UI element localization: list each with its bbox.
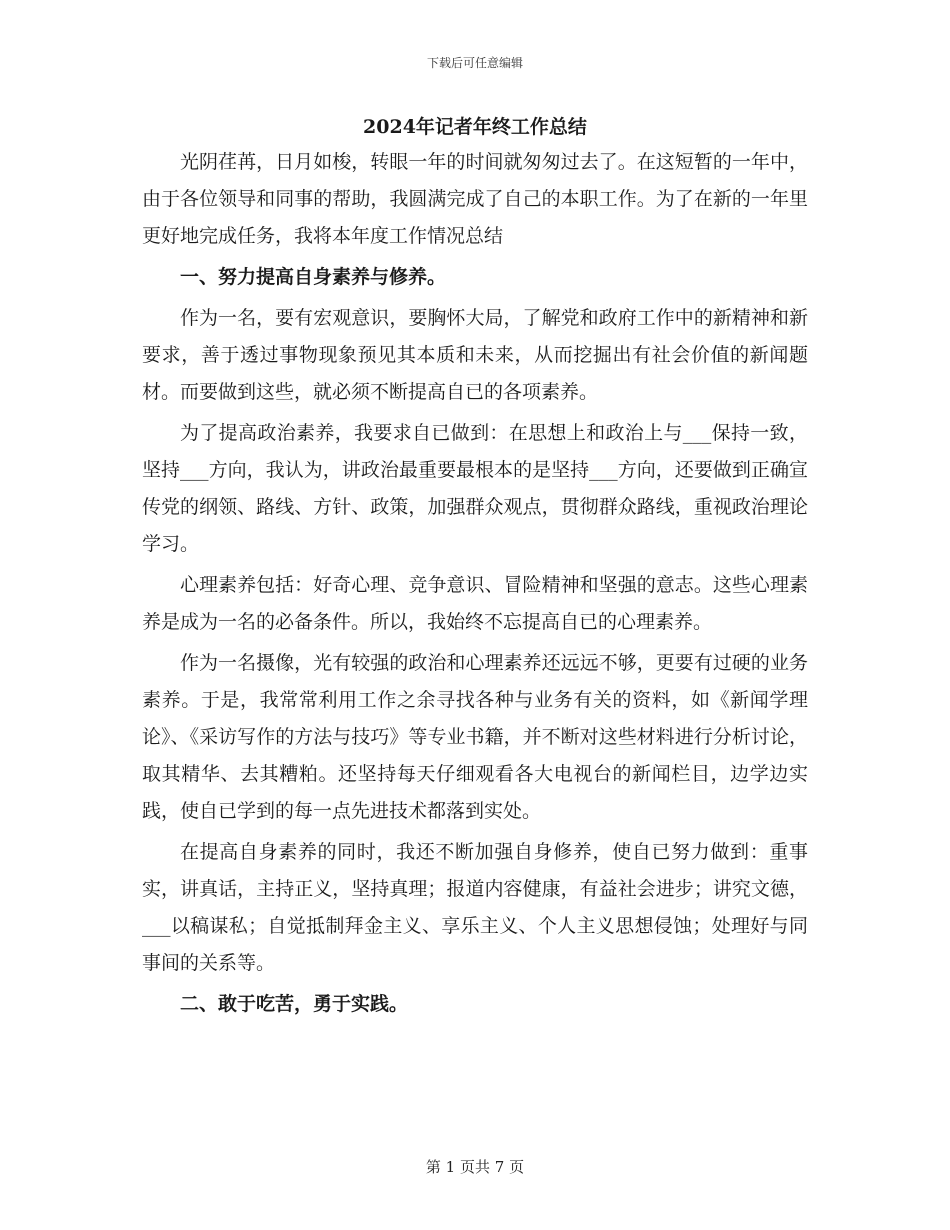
paragraph-psychological: 心理素养包括：好奇心理、竞争意识、冒险精神和坚强的意志。这些心理素养是成为一名的必备条件。所以，我始终不忘提高自已的心理素养。 (142, 574, 808, 633)
document-body (142, 112, 808, 1027)
paragraph-awareness: 作为一名，要有宏观意识，要胸怀大局，了解党和政府工作中的新精神和新要求，善于透过事物现象预见其本质和未来，从而挖掘出有社会价值的新闻题材。而要做到这些，就必须不断提高自已的各项素养。 (142, 307, 808, 403)
paragraph-cultivation: 在提高自身素养的同时，我还不断加强自身修养，使自已努力做到：重事实，讲真话，主持正义，坚持真理；报道内容健康，有益社会进步；讲究文德，___以稿谋私；自觉抵制拜金主义、享乐主义、个人主义思想侵蚀；处理好与同事间的关系等。 (142, 841, 808, 974)
header-note: 下载后可任意编辑 (426, 56, 523, 70)
page-number: 第 1 页共 7 页 (425, 1158, 525, 1176)
document-title: 2024年记者年终工作总结 (363, 116, 587, 138)
paragraph-intro: 光阴荏苒，日月如梭，转眼一年的时间就匆匆过去了。在这短暂的一年中，由于各位领导和同事的帮助，我圆满完成了自己的本职工作。为了在新的一年里更好地完成任务，我将本年度工作情况总结 (142, 151, 808, 247)
section-heading-2: 二、敢于吃苦，勇于实践。 (180, 993, 409, 1015)
paragraph-professional: 作为一名摄像，光有较强的政治和心理素养还远远不够，更要有过硬的业务素养。于是，我常常利用工作之余寻找各种与业务有关的资料，如《新闻学理论》、《采访写作的方法与技巧》等专业书籍，并不断对这些材料进行分析讨论，取其精华、去其糟粕。还坚持每天仔细观看各大电视台的新闻栏目，边学边实践，使自已学到的每一点先进技术都落到实处。 (142, 652, 808, 822)
paragraph-political: 为了提高政治素养，我要求自已做到：在思想上和政治上与___保持一致，坚持___方向，我认为，讲政治最重要最根本的是坚持___方向，还要做到正确宣传党的纲领、路线、方针、政策，加强群众观点，贯彻群众路线，重视政治理论学习。 (142, 422, 808, 555)
section-heading-1: 一、努力提高自身素养与修养。 (180, 266, 447, 288)
